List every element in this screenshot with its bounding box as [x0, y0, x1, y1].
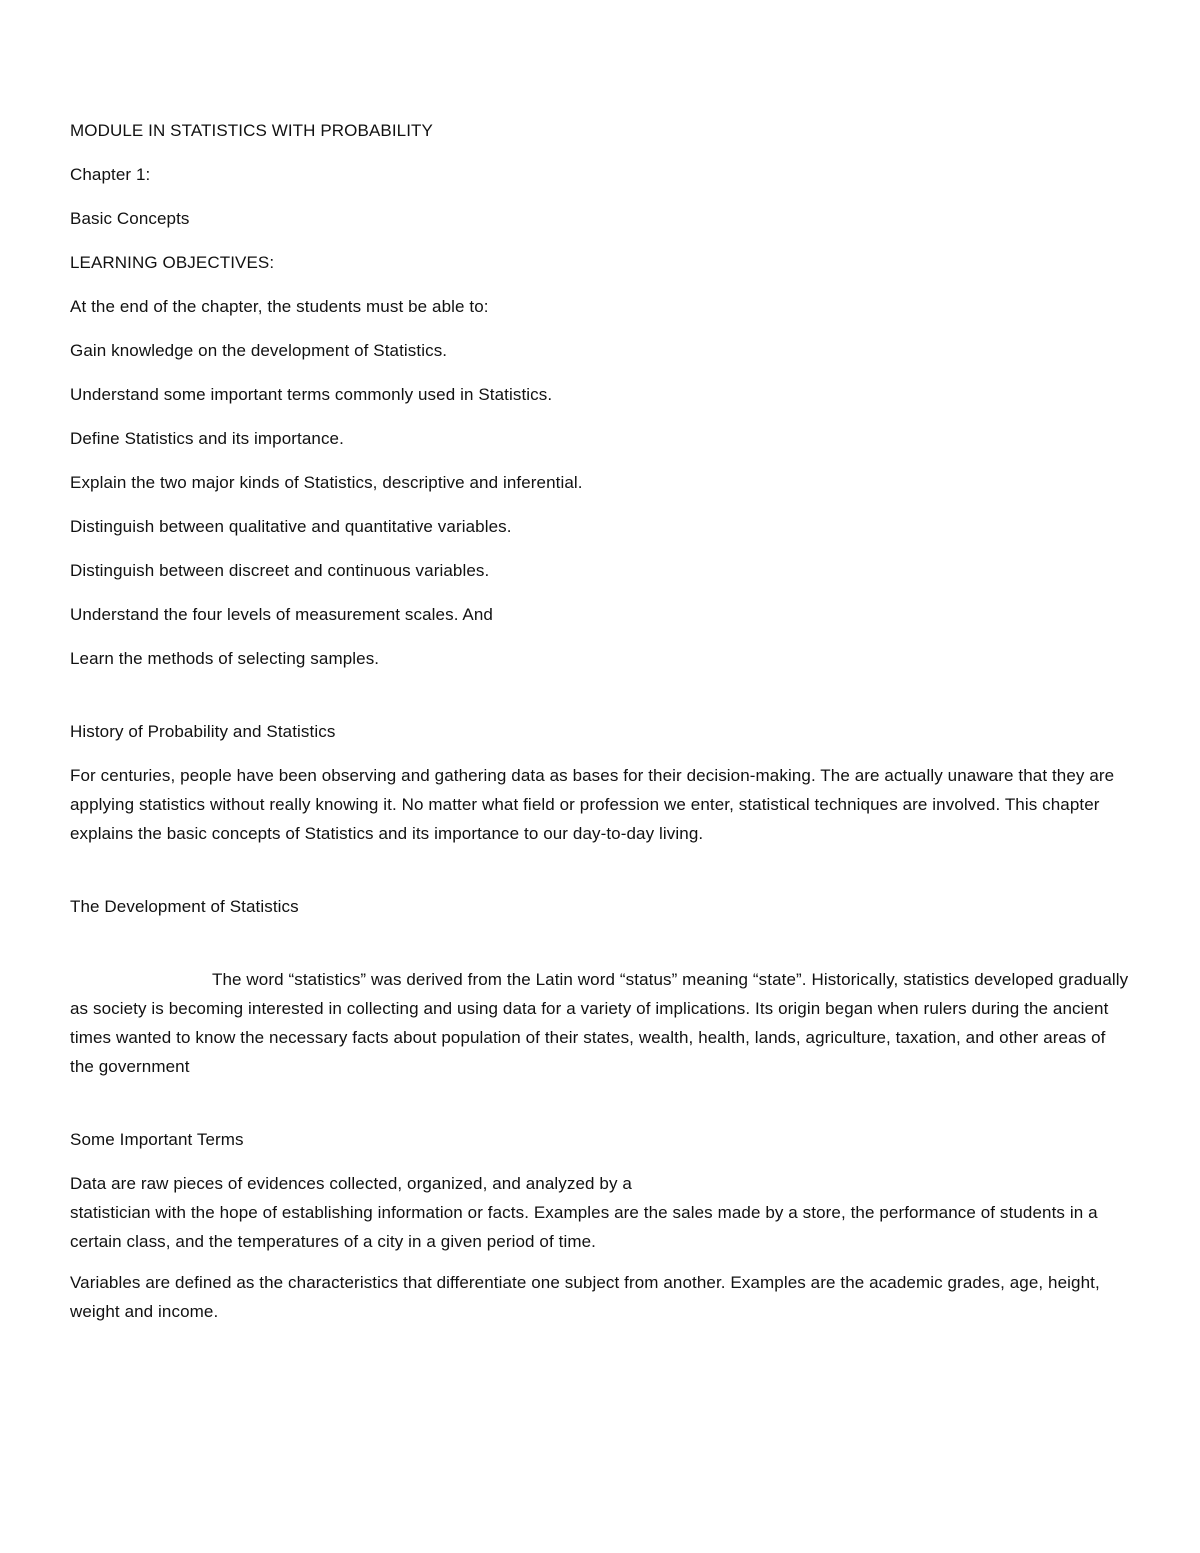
terms-heading: Some Important Terms: [70, 1130, 244, 1149]
objective-item: Learn the methods of selecting samples.: [70, 649, 380, 668]
development-heading: The Development of Statistics: [70, 897, 299, 916]
document-body: [70, 116, 1130, 1341]
data-definition-line1: Data are raw pieces of evidences collected, organized, and analyzed by a: [70, 1174, 632, 1193]
history-paragraph: For centuries, people have been observing and gathering data as bases for their decision-making. The are actually unaware that they are applying statistics without really knowing it. No matter what field or profession we enter, statistical techniques are involved. This chapter explains the basic concepts of Statistics and its importance to our day-to-day living.: [70, 766, 1115, 843]
development-paragraph: The word “statistics” was derived from the Latin word “status” meaning “state”. Historically, statistics developed gradually as society is becoming interested in collecting and using data for a variety of implications. Its origin began when rulers during the ancient times wanted to know the necessary facts about population of their states, wealth, health, lands, agriculture, taxation, and other areas of the government: [70, 970, 1129, 1076]
objective-item: Distinguish between qualitative and quantitative variables.: [70, 517, 512, 536]
objective-item: Understand some important terms commonly used in Statistics.: [70, 385, 553, 404]
history-heading: History of Probability and Statistics: [70, 722, 336, 741]
objective-item: Distinguish between discreet and continuous variables.: [70, 561, 490, 580]
objective-item: Define Statistics and its importance.: [70, 429, 344, 448]
chapter-title: Basic Concepts: [70, 209, 190, 228]
objective-item: Explain the two major kinds of Statistics, descriptive and inferential.: [70, 473, 583, 492]
objectives-heading: LEARNING OBJECTIVES:: [70, 253, 275, 272]
data-definition-line2: statistician with the hope of establishing information or facts. Examples are the sales made by a store, the performance of students in a certain class, and the temperatures of a city in a given period of time.: [70, 1203, 1098, 1251]
objective-item: Understand the four levels of measurement scales. And: [70, 605, 493, 624]
objectives-intro: At the end of the chapter, the students must be able to:: [70, 297, 489, 316]
chapter-label: Chapter 1:: [70, 165, 151, 184]
module-title: MODULE IN STATISTICS WITH PROBABILITY: [70, 121, 433, 140]
objective-item: Gain knowledge on the development of Statistics.: [70, 341, 448, 360]
data-definition: [70, 1169, 1130, 1256]
variables-definition: Variables are defined as the characteristics that differentiate one subject from another. Examples are the academic grades, age, height, weight and income.: [70, 1273, 1100, 1321]
